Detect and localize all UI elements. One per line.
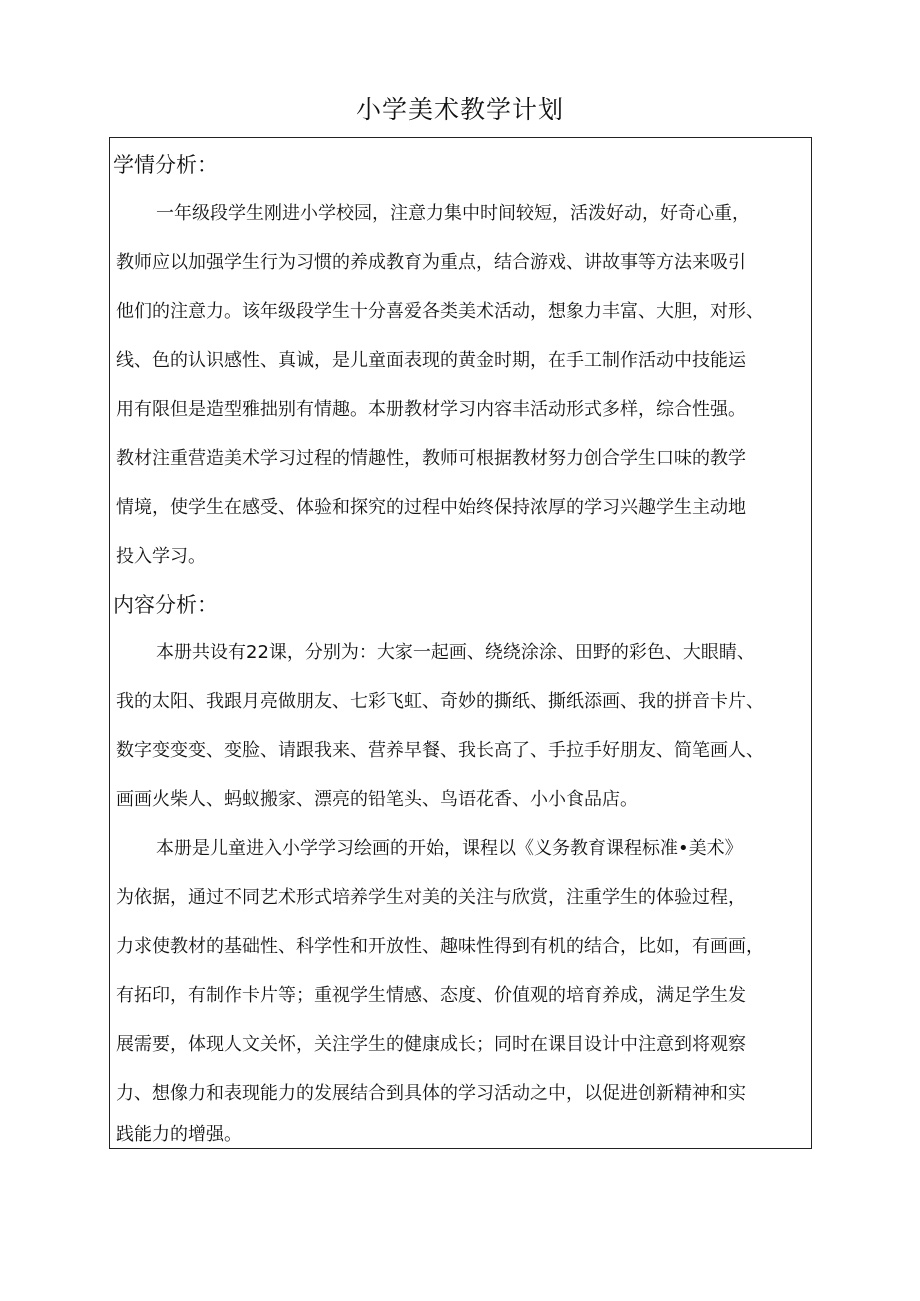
paragraph-line: 为依据，通过不同艺术形式培养学生对美的关注与欣赏，注重学生的体验过程，	[116, 887, 746, 908]
paragraph-line: 展需要，体现人文关怀，关注学生的健康成长；同时在课目设计中注意到将观察	[116, 1034, 746, 1055]
paragraph-line: 力、想像力和表现能力的发展结合到具体的学习活动之中，以促进创新精神和实	[116, 1083, 746, 1104]
section-heading-learning-analysis: 学情分析：	[113, 153, 218, 177]
paragraph-line: 本册共设有22课，分别为：大家一起画、绕绕涂涂、田野的彩色、大眼睛、	[156, 642, 755, 663]
paragraph-line: 一年级段学生刚进小学校园，注意力集中时间较短，活泼好动，好奇心重，	[156, 203, 750, 224]
paragraph-line: 有拓印，有制作卡片等；重视学生情感、态度、价值观的培育养成，满足学生发	[116, 985, 746, 1006]
content-frame	[109, 137, 812, 1149]
paragraph-line: 数字变变变、变脸、请跟我来、营养早餐、我长高了、手拉手好朋友、简笔画人、	[116, 740, 764, 761]
paragraph-line: 投入学习。	[116, 546, 206, 567]
paragraph-line: 教材注重营造美术学习过程的情趣性，教师可根据教材努力创合学生口味的教学	[116, 448, 746, 469]
paragraph-line: 教师应以加强学生行为习惯的养成教育为重点，结合游戏、讲故事等方法来吸引	[116, 252, 746, 273]
paragraph-line: 线、色的认识感性、真诚，是儿童面表现的黄金时期，在手工制作活动中技能运	[116, 350, 746, 371]
paragraph-line: 情境，使学生在感受、体验和探究的过程中始终保持浓厚的学习兴趣学生主动地	[116, 497, 746, 518]
paragraph-line: 践能力的增强。	[116, 1124, 242, 1145]
paragraph-line: 我的太阳、我跟月亮做朋友、七彩飞虹、奇妙的撕纸、撕纸添画、我的拼音卡片、	[116, 691, 764, 712]
paragraph-line: 力求使教材的基础性、科学性和开放性、趣味性得到有机的结合，比如，有画画，	[116, 936, 764, 957]
paragraph-line: 画画火柴人、蚂蚁搬家、漂亮的铅笔头、鸟语花香、小小食品店。	[116, 789, 638, 810]
page-title: 小学美术教学计划	[355, 95, 564, 124]
paragraph-line: 他们的注意力。该年级段学生十分喜爱各类美术活动，想象力丰富、大胆，对形、	[116, 301, 764, 322]
section-heading-content-analysis: 内容分析：	[113, 593, 218, 617]
paragraph-line: 本册是儿童进入小学学习绘画的开始，课程以《义务教育课程标准•美术》	[156, 838, 743, 859]
paragraph-line: 用有限但是造型雅拙别有情趣。本册教材学习内容丰活动形式多样，综合性强。	[116, 399, 746, 420]
